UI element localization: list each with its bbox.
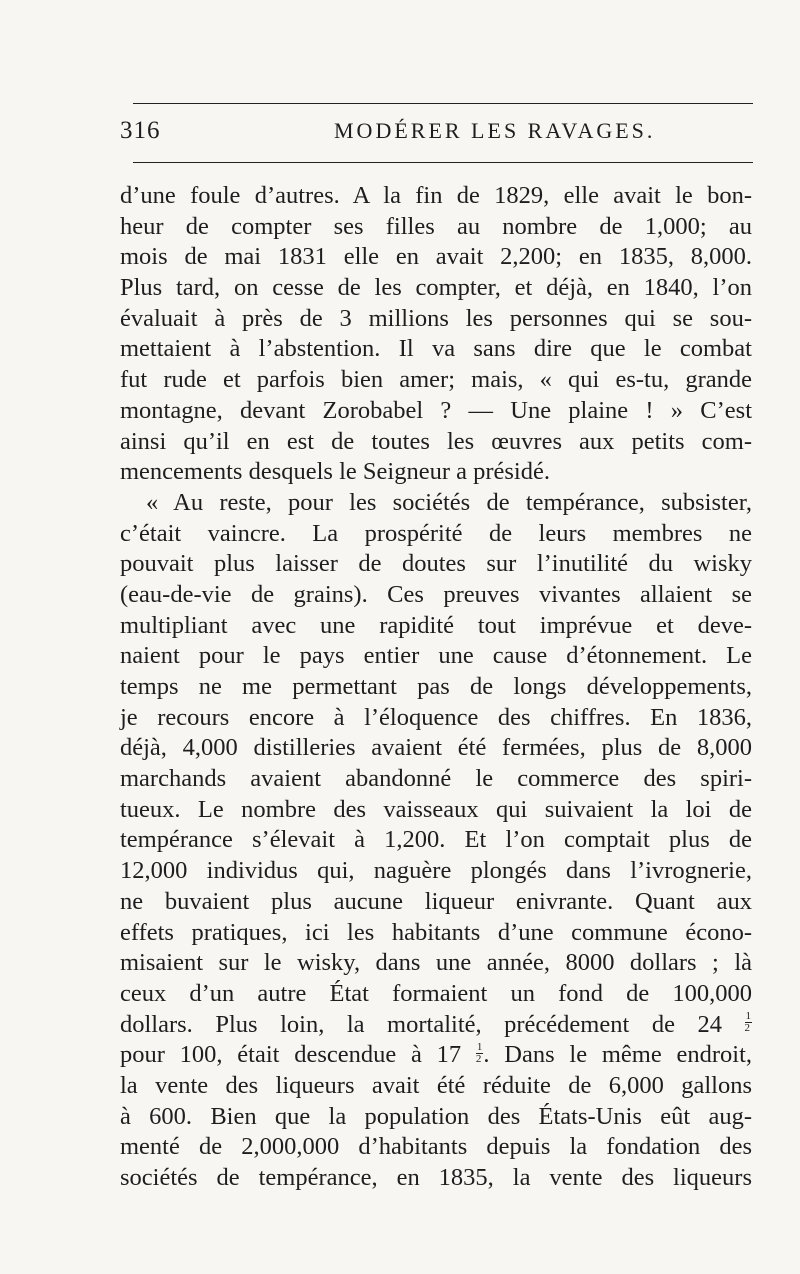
text-line: ainsi qu’il en est de toutes les œuvres aux petits com-: [120, 427, 752, 455]
text-line: à 600. Bien que la population des États-Unis eût aug-: [120, 1102, 752, 1130]
text-line: temps ne me permettant pas de longs développements,: [120, 673, 752, 700]
fraction-numerator: 1: [745, 1010, 752, 1023]
text-line: tempérance s’élevait à 1,200. Et l’on comptait plus de: [120, 826, 752, 854]
text-line: « Au reste, pour les sociétés de tempérance, subsister,: [146, 488, 752, 516]
text-line: multipliant avec une rapidité tout imprévue et deve-: [120, 611, 752, 639]
text-segment: . Dans le même endroit,: [483, 1041, 753, 1069]
text-segment: dollars. Plus loin, la mortalité, précédement de 24: [120, 1010, 722, 1038]
fraction-one-half: [476, 1042, 484, 1065]
header-rule-top: [133, 103, 753, 104]
fraction-numerator: 1: [476, 1041, 483, 1054]
text-line: ceux d’un autre État formaient un fond de 100,000: [120, 979, 752, 1007]
text-line: mettaient à l’abstention. Il va sans dire que le combat: [120, 335, 752, 363]
text-line: heur de compter ses filles au nombre de 1,000; au: [120, 212, 752, 240]
text-line: 12,000 individus qui, naguère plongés dans l’ivrognerie,: [120, 857, 752, 885]
text-line: sociétés de tempérance, en 1835, la vente des liqueurs: [120, 1164, 752, 1191]
body-text: [120, 181, 752, 1194]
text-line: déjà, 4,000 distilleries avaient été fermées, plus de 8,000: [120, 734, 752, 762]
text-line: mois de mai 1831 elle en avait 2,200; en 1835, 8,000.: [120, 243, 752, 271]
text-line: (eau-de-vie de grains). Ces preuves vivantes allaient se: [120, 580, 752, 608]
text-line: fut rude et parfois bien amer; mais, « qui es-tu, grande: [120, 366, 752, 394]
text-line: ne buvaient plus aucune liqueur enivrante. Quant aux: [120, 887, 752, 915]
text-line: naient pour le pays entier une cause d’étonnement. Le: [120, 642, 752, 670]
text-line-with-fraction: [120, 1010, 752, 1041]
text-line: effets pratiques, ici les habitants d’une commune écono-: [120, 918, 752, 946]
text-line: d’une foule d’autres. A la fin de 1829, elle avait le bon-: [120, 182, 752, 209]
text-line: évaluait à près de 3 millions les personnes qui se sou-: [120, 304, 752, 332]
text-line: pouvait plus laisser de doutes sur l’inutilité du wisky: [120, 550, 752, 578]
text-line: c’était vaincre. La prospérité de leurs membres ne: [120, 519, 752, 547]
text-line: misaient sur le wisky, dans une année, 8000 dollars ; là: [120, 949, 752, 977]
text-line: marchands avaient abandonné le commerce des spiri-: [120, 765, 752, 793]
running-title: MODÉRER LES RAVAGES.: [334, 118, 656, 143]
running-header: [120, 117, 754, 147]
text-segment: pour 100, était descendue à 17: [120, 1041, 462, 1069]
text-line: la vente des liqueurs avait été réduite de 6,000 gallons: [120, 1071, 752, 1099]
fraction-denominator: 2: [475, 1053, 482, 1066]
header-rule-bottom: [133, 162, 753, 163]
text-line: tueux. Le nombre des vaisseaux qui suivaient la loi de: [120, 795, 752, 823]
text-line: menté de 2,000,000 d’habitants depuis la fondation des: [120, 1133, 752, 1161]
text-line: Plus tard, on cesse de les compter, et déjà, en 1840, l’on: [120, 274, 752, 302]
text-line: mencements desquels le Seigneur a présidé.: [120, 458, 550, 486]
text-line: je recours encore à l’éloquence des chiffres. En 1836,: [120, 703, 752, 731]
fraction-denominator: 2: [744, 1022, 751, 1035]
text-line: montagne, devant Zorobabel ? — Une plaine ! » C’est: [120, 396, 752, 424]
page-number: 316: [120, 117, 161, 144]
fraction-one-half: [745, 1011, 753, 1034]
text-line-with-fraction: [120, 1040, 752, 1071]
